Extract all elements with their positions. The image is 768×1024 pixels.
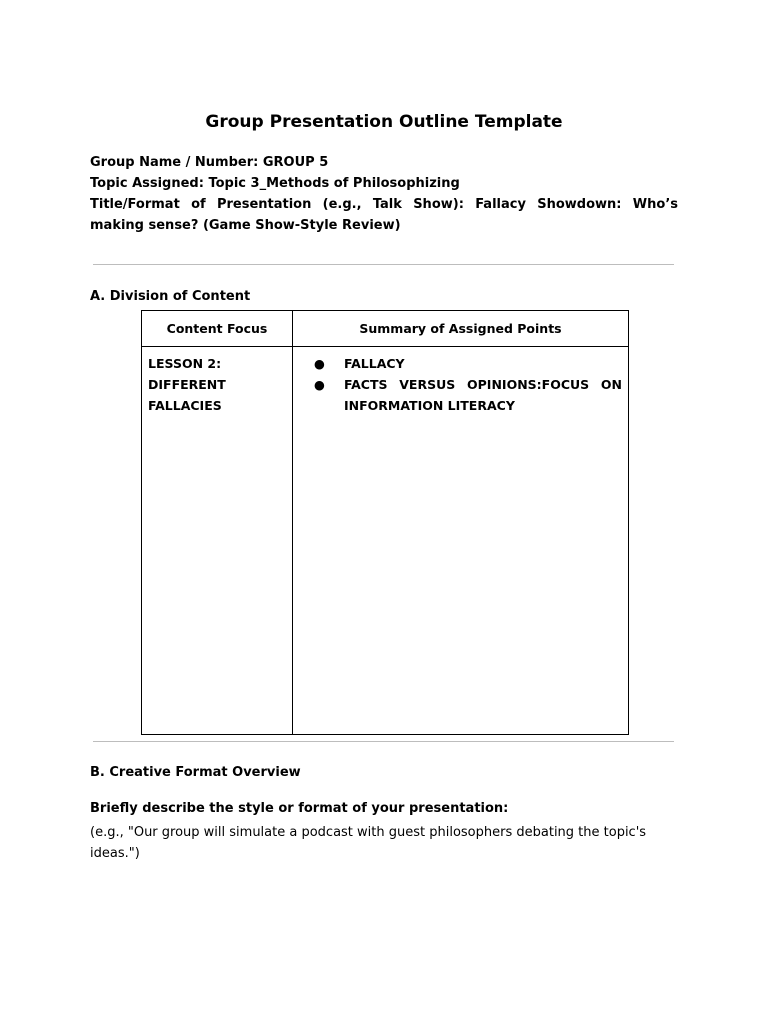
- horizontal-divider: [93, 741, 674, 742]
- horizontal-divider: [93, 264, 674, 265]
- bullet-icon: ●: [314, 356, 325, 371]
- content-focus-text: LESSON 2: DIFFERENT FALLACIES: [148, 356, 226, 413]
- table-row: [142, 347, 629, 735]
- content-focus-cell: [142, 347, 293, 735]
- table-header-row: [142, 311, 629, 347]
- section-b-heading: B. Creative Format Overview: [90, 765, 301, 780]
- document-title: Group Presentation Outline Template: [205, 112, 563, 132]
- division-of-content-table: [141, 310, 629, 735]
- topic-assigned-line: Topic Assigned: Topic 3_Methods of Philosophizing: [90, 176, 460, 191]
- bullet-icon: ●: [314, 377, 325, 392]
- list-item: [299, 353, 622, 374]
- summary-point-text: FACTS VERSUS OPINIONS:FOCUS ON INFORMATION LITERACY: [344, 377, 622, 413]
- format-description-prompt: Briefly describe the style or format of your presentation:: [90, 801, 509, 816]
- format-example-text: (e.g., "Our group will simulate a podcast with guest philosophers debating the topic's ideas."): [90, 825, 647, 861]
- summary-cell: [293, 347, 629, 735]
- section-a-heading: A. Division of Content: [90, 289, 251, 304]
- summary-point-text: FALLACY: [344, 356, 405, 371]
- list-item: [299, 374, 622, 416]
- group-name-line: Group Name / Number: GROUP 5: [90, 155, 329, 170]
- title-format-line: Title/Format of Presentation (e.g., Talk Show): Fallacy Showdown: Who’s making sense? (Game Show-Style Review): [90, 197, 678, 233]
- column-header-content-focus: Content Focus: [142, 311, 293, 347]
- column-header-summary: Summary of Assigned Points: [293, 311, 629, 347]
- summary-points-list: [299, 353, 622, 416]
